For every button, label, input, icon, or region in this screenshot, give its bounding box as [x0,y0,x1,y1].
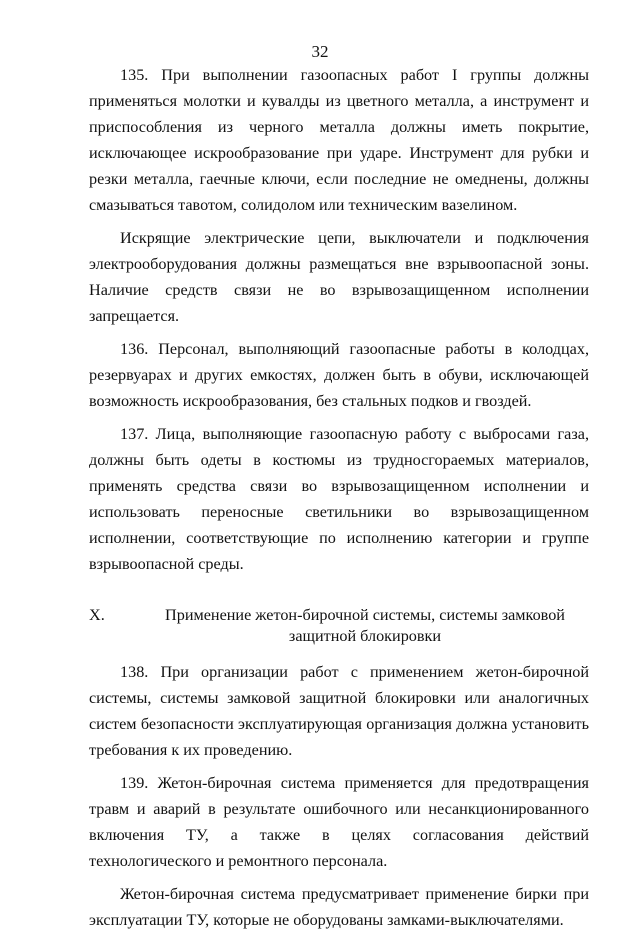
page-number: 32 [311,42,329,61]
section-heading [89,605,589,647]
paragraph-139-continued: Жетон-бирочная система предусматривает применение бирки при эксплуатации ТУ, которые не оборудованы замками-выключателями. [89,885,589,929]
paragraph-137: 137. Лица, выполняющие газоопасную работу с выбросами газа, должны быть одеты в костюмы из трудносгораемых материалов, применять средства связи во взрывозащищенном исполнении и использовать переносные светильники во взрывозащищенном исполнении, соответствующие по исполнению категории и группе взрывоопасной среды. [89,425,589,573]
paragraph-138: 138. При организации работ с применением жетон-бирочной системы, системы замковой защитной блокировки или аналогичных систем безопасности эксплуатирующая организация должна установить требования к их проведению. [89,663,589,759]
paragraph-135-continued: Искрящие электрические цепи, выключатели и подключения электрооборудования должны размещаться вне взрывоопасной зоны. Наличие средств связи не во взрывозащищенном исполнении запрещается. [89,229,589,325]
paragraph-136: 136. Персонал, выполняющий газоопасные работы в колодцах, резервуарах и других емкостях, должен быть в обуви, исключающей возможность искрообразования, без стальных подков и гвоздей. [89,340,589,410]
paragraph-135: 135. При выполнении газоопасных работ I группы должны применяться молотки и кувалды из цветного металла, а инструмент и приспособления из черного металла должны иметь покрытие, исключающее искрообразование при ударе. Инструмент для рубки и резки металла, гаечные ключи, если последние не омеднены, должны смазываться тавотом, солидолом или техническим вазелином. [89,66,589,214]
section-number: X. [89,606,105,624]
paragraph-139: 139. Жетон-бирочная система применяется для предотвращения травм и аварий в результате ошибочного или несанкционированного включения ТУ, а также в целях согласования действий технологического и ремонтного персонала. [89,774,589,870]
section-title: Применение жетон-бирочной системы, системы замковой защитной блокировки [165,606,565,645]
document-body [89,62,589,940]
